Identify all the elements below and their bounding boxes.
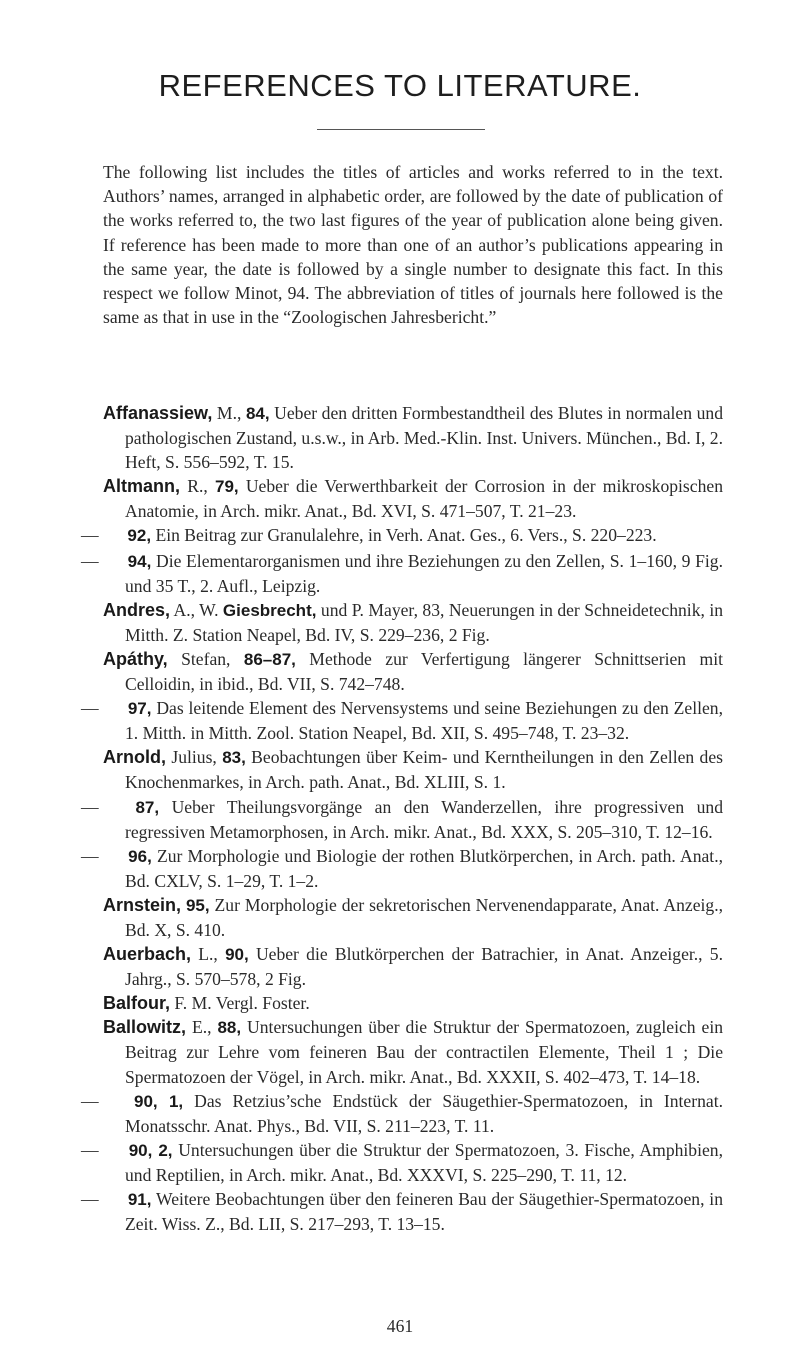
ditto-dash: — bbox=[81, 698, 99, 719]
reference-entry bbox=[103, 1015, 723, 1088]
reference-entry bbox=[81, 844, 723, 893]
reference-author: Altmann, bbox=[103, 476, 181, 497]
ditto-dash: — bbox=[81, 1090, 99, 1111]
reference-text: Untersuchungen über die Struktur der Spermatozoen, zugleich ein Beitrag zur Lehre vom feineren Bau der contractilen Elemente, Theil 1 ; Die Spermatozoen der Vögel, in Arch. mikr. Anat., Bd. XXXII, S. 402–473, T. 14–18. bbox=[125, 1017, 724, 1087]
reference-entry bbox=[81, 523, 723, 548]
reference-entry bbox=[103, 598, 723, 647]
reference-initials: Stefan, bbox=[167, 648, 244, 669]
ditto-dash: — bbox=[81, 525, 99, 546]
reference-initials: E., bbox=[186, 1017, 218, 1038]
title-divider bbox=[317, 129, 485, 130]
ditto-dash: — bbox=[81, 845, 99, 866]
reference-year: 90, 2, bbox=[128, 1140, 173, 1160]
reference-entry bbox=[103, 647, 723, 696]
reference-text: und P. Mayer, 83, Neuerungen in der Schneidetechnik, in Mitth. Z. Station Neapel, Bd. IV, S. 229–236, 2 Fig. bbox=[125, 599, 723, 645]
reference-text: Das leitende Element des Nervensystems und seine Beziehungen zu den Zellen, 1. Mitth. in Mitth. Zool. Station Neapel, Bd. XII, S. 495–748, T. 23–32. bbox=[125, 698, 723, 744]
reference-text: Das Retzius’sche Endstück der Säugethier-Spermatozoen, in Internat. Monatsschr. Anat. Phys., Bd. VII, S. 211–223, T. 11. bbox=[125, 1090, 723, 1136]
reference-text: Zur Morphologie der sekretorischen Nervenendapparate, Anat. Anzeig., Bd. X, S. 410. bbox=[125, 894, 723, 940]
reference-text: Beobachtungen über Keim- und Kerntheilungen in den Zellen des Knochenmarkes, in Arch. path. Anat., Bd. XLIII, S. 1. bbox=[125, 747, 723, 793]
reference-text: Ein Beitrag zur Granulalehre, in Verh. Anat. Ges., 6. Vers., S. 220–223. bbox=[151, 525, 657, 546]
reference-author: Auerbach, bbox=[103, 944, 192, 965]
reference-entry bbox=[103, 474, 723, 523]
reference-initials: M., bbox=[212, 403, 246, 423]
reference-year: 83, bbox=[222, 748, 246, 768]
reference-text: Die Elementarorganismen und ihre Beziehungen zu den Zellen, S. 1–160, 9 Fig. und 35 T., 2. Aufl., Leipzig. bbox=[125, 550, 723, 596]
reference-year: 79, bbox=[214, 477, 239, 497]
reference-text: Ueber Theilungsvorgänge an den Wanderzellen, ihre progressiven und regressiven Metamorphosen, in Arch. mikr. Anat., Bd. XXX, S. 205–310, T. 12–16. bbox=[125, 796, 723, 842]
reference-entry bbox=[81, 1138, 723, 1187]
reference-text: Ueber die Blutkörperchen der Batrachier, in Anat. Anzeiger., 5. Jahrg., S. 570–578, 2 Fig. bbox=[125, 944, 723, 990]
reference-year: 97, bbox=[127, 699, 152, 719]
reference-text: Ueber die Verwerthbarkeit der Corrosion in der mikroskopischen Anatomie, in Arch. mikr. Anat., Bd. XVI, S. 471–507, T. 21–23. bbox=[125, 476, 723, 522]
reference-entry bbox=[103, 893, 723, 942]
reference-text: Methode zur Verfertigung längerer Schnittserien mit Celloidin, in ibid., Bd. VII, S. 742–748. bbox=[125, 648, 723, 695]
reference-entry bbox=[103, 942, 723, 991]
reference-initials: Julius, bbox=[166, 747, 223, 768]
reference-year: 86–87, bbox=[243, 649, 296, 669]
reference-entry bbox=[81, 795, 723, 844]
reference-initials: R., bbox=[180, 476, 215, 497]
reference-text: Weitere Beobachtungen über den feineren Bau der Säugethier-Spermatozoen, in Zeit. Wiss. Z., Bd. LII, S. 217–293, T. 13–15. bbox=[125, 1189, 723, 1235]
reference-entry bbox=[81, 1089, 723, 1138]
reference-author: Arnold, bbox=[103, 747, 166, 768]
reference-year: 92, bbox=[127, 526, 152, 546]
reference-author: Apáthy, bbox=[103, 648, 168, 669]
reference-year: 95, bbox=[185, 895, 210, 915]
ditto-dash: — bbox=[81, 550, 99, 571]
reference-text: Zur Morphologie und Biologie der rothen Blutkörperchen, in Arch. path. Anat., Bd. CXLV, S. 1–29, T. 1–2. bbox=[125, 845, 723, 891]
reference-entry bbox=[81, 696, 723, 745]
reference-text: Vergl. Foster. bbox=[215, 993, 310, 1014]
reference-initials: F. M. bbox=[170, 993, 216, 1014]
reference-text: Ueber den dritten Formbestandtheil des Blutes in normalen und pathologischen Zustand, u.s.w., in Arb. Med.-Klin. Inst. Univers. München., Bd. I, 2. Heft, S. 556–592, T. 15. bbox=[125, 403, 723, 473]
intro-paragraph: The following list includes the titles of articles and works referred to in the text. Authors’ names, arranged in alphabetic order, are followed by the date of publication of the works referred to, the two last figures of the year of publication alone being given. If reference has been made to more than one of an author’s publications appearing in the same year, the date is followed by a single number to designate this fact. In this respect we follow Minot, 94. The abbreviation of titles of journals here followed is the same as that in use in the “Zoologischen Jahresbericht.” bbox=[103, 162, 723, 328]
reference-initials: L., bbox=[191, 944, 226, 965]
page-title: REFERENCES TO LITERATURE. bbox=[158, 68, 642, 103]
reference-entry bbox=[81, 1187, 723, 1236]
reference-list bbox=[81, 401, 724, 1236]
reference-year: 87, bbox=[135, 797, 160, 817]
ditto-dash: — bbox=[81, 1139, 99, 1160]
reference-year: 88, bbox=[217, 1018, 242, 1038]
reference-author: Arnstein, bbox=[103, 894, 182, 915]
reference-year: 90, 1, bbox=[134, 1091, 184, 1111]
reference-year: 94, bbox=[127, 551, 152, 571]
reference-year: 91, bbox=[127, 1190, 152, 1209]
ditto-dash: — bbox=[81, 1189, 99, 1209]
reference-initials: A., W. bbox=[170, 599, 223, 620]
reference-author: Andres, bbox=[103, 599, 171, 620]
reference-author: Affanassiew, bbox=[103, 403, 213, 423]
reference-entry bbox=[103, 401, 723, 474]
reference-entry bbox=[103, 745, 723, 794]
reference-year: 96, bbox=[128, 846, 152, 866]
reference-year: 84, bbox=[245, 404, 270, 423]
reference-author: Ballowitz, bbox=[103, 1017, 187, 1038]
reference-text: Untersuchungen über die Struktur der Spermatozoen, 3. Fische, Amphibien, und Reptilien, in Arch. mikr. Anat., Bd. XXXVI, S. 225–290, T. 11, 12. bbox=[125, 1139, 723, 1185]
page-number: 461 bbox=[386, 1316, 414, 1336]
reference-author: Balfour, bbox=[103, 993, 171, 1014]
reference-entry bbox=[81, 549, 723, 598]
ditto-dash: — bbox=[81, 796, 99, 817]
reference-entry bbox=[103, 991, 723, 1015]
reference-year: 90, bbox=[225, 945, 249, 965]
reference-year: Giesbrecht, bbox=[222, 600, 317, 620]
